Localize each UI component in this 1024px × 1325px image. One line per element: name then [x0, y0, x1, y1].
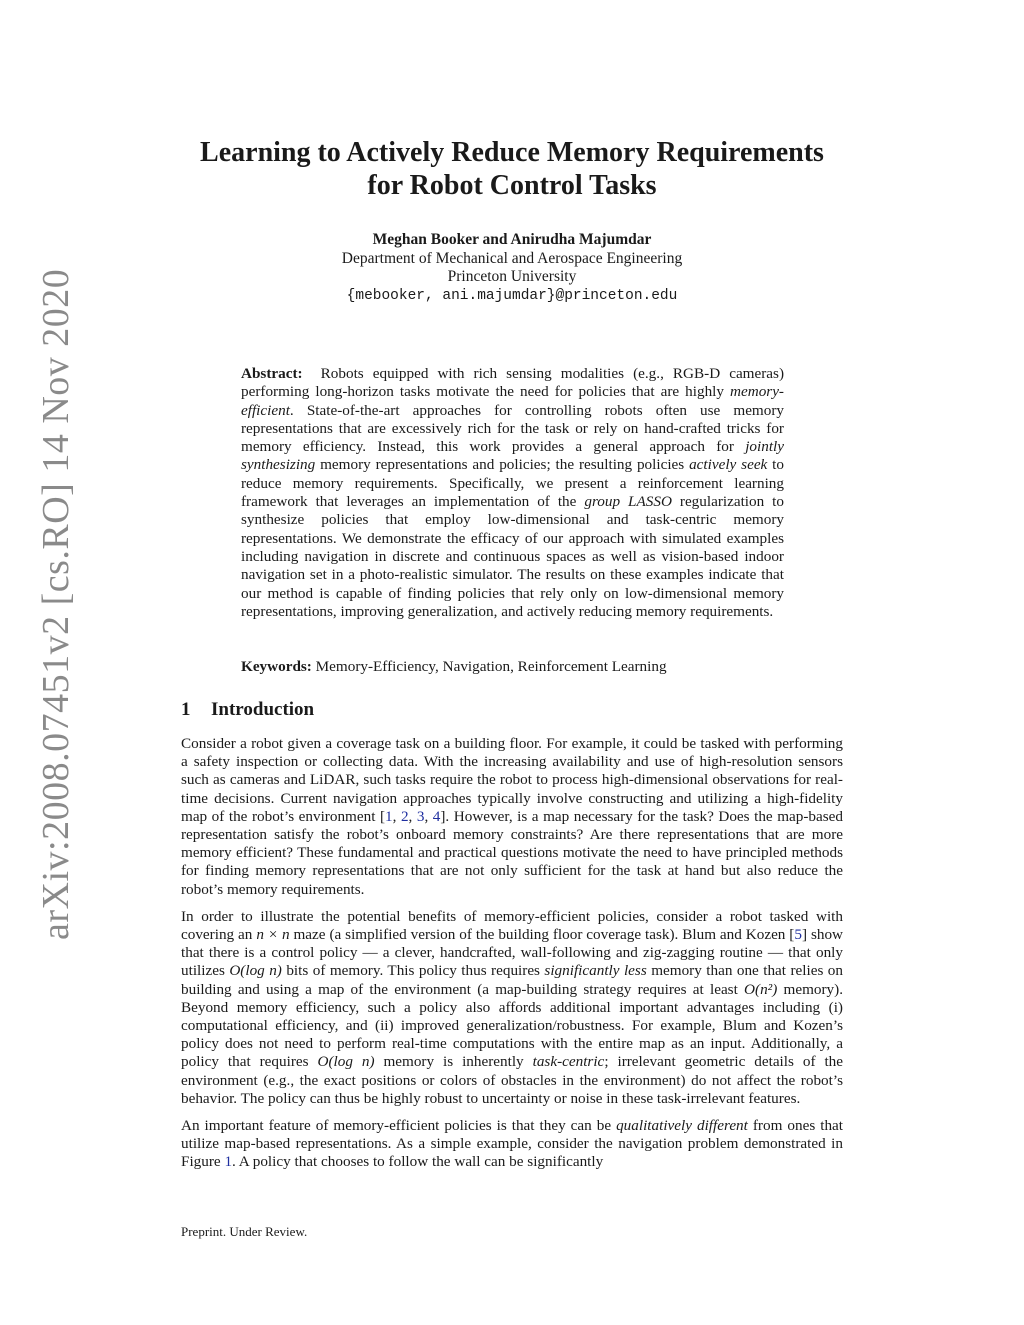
author-email: {mebooker, ani.majumdar}@princeton.edu [346, 287, 678, 304]
abstract-text: memory representations and policies; the resulting policies [315, 456, 690, 474]
citation-link[interactable]: 1 [385, 807, 393, 825]
title-line-1: Learning to Actively Reduce Memory Requirements [200, 137, 824, 168]
citation-link[interactable]: 2 [400, 807, 409, 825]
keywords [241, 658, 784, 676]
author-names: Meghan Booker and Anirudha Majumdar [372, 231, 652, 248]
abstract [241, 365, 784, 621]
emphasis: qualitatively different [616, 1117, 748, 1135]
paragraph-3 [181, 1117, 843, 1172]
abstract-emphasis: group LASSO [584, 493, 672, 511]
section-number: 1 [181, 699, 191, 720]
author-block [200, 231, 824, 305]
citation-link[interactable]: 5 [794, 926, 802, 944]
keywords-label: Keywords: [241, 658, 312, 675]
section-title: Introduction [211, 699, 315, 720]
paragraph-1: Consider a robot given a coverage task on a building floor. For example, it could be tasked with performing a safety inspection or collecting data. With the increasing availability and use of high-resolution sensors such as cameras and LiDAR, such tasks require the robot to process high-dimensional observations for real-time decisions. Current navigation approaches typically involve constructing and utilizing a high-fidelity map of the robot’s environment [1, 2, 3, 4]. However, is a map necessary for the task? Does the map-based representation satisfy the robot’s onboard memory constraints? Are there representations that are more memory efficient? These fundamental and practical questions motivate the need to have principled methods for finding memory representations that are not only sufficient for the task at hand but also reduce the robot’s memory requirements. [181, 735, 843, 898]
citation-link[interactable]: 4 [432, 807, 441, 825]
abstract-label: Abstract: [241, 365, 303, 382]
paragraph-text: ] show that there is a control policy — a clever, handcrafted, wall-following and zig-zagging routine — that only utilizes [181, 926, 844, 980]
paragraph-text: . A policy that chooses to follow the wall can be significantly [232, 1153, 604, 1171]
emphasis: task-centric [532, 1053, 605, 1071]
math-expression: O(log n) [317, 1053, 375, 1071]
paragraph-text: memory than one that relies on building and using a map of the environment (a map-building strategy requires at least [181, 962, 843, 998]
paragraph-text: maze (a simplified version of the building floor coverage task). Blum and Kozen [ [289, 926, 795, 944]
affiliation-university: Princeton University [447, 268, 577, 285]
introduction-body [181, 735, 843, 1181]
abstract-emphasis: memory-efficient [241, 383, 784, 419]
math-expression: n × n [256, 926, 290, 944]
page-footer: Preprint. Under Review. [181, 1224, 308, 1239]
paragraph-text: bits of memory. This policy thus requires [281, 962, 545, 980]
abstract-text: to reduce memory requirements. Specifically, we present a reinforcement learning framework that leverages an implementation of the [241, 456, 784, 511]
paragraph-text: Consider a robot given a coverage task on a building floor. For example, it could be tasked with performing a safety inspection or collecting data. With the increasing availability and use of high-resolution sensors such as cameras and LiDAR, such tasks require the robot to process high-dimensional observations for real-time decisions. Current navigation approaches typically involve constructing and utilizing a high-fidelity map of the robot’s environment [ [181, 735, 843, 825]
math-expression: O(log n) [229, 962, 282, 980]
abstract-emphasis: actively seek [689, 456, 768, 474]
paragraph-text: memory is inherently [374, 1053, 533, 1071]
abstract-text: regularization to synthesize policies that employ low-dimensional and task-centric memory representations. We demonstrate the efficacy of our approach with simulated examples including navigation in discrete and continuous spaces as well as vision-based indoor navigation set in a photo-realistic simulator. The results on these examples indicate that our method is capable of finding policies that rely only on low-dimensional memory representations, improving generalization, and actively reducing memory requirements. [241, 493, 784, 620]
paper-title [120, 136, 904, 202]
emphasis: significantly less [544, 962, 647, 980]
abstract-text: . State-of-the-art approaches for controlling robots often use memory representations that are excessively rich for the task or rely on hand-crafted tricks for memory efficiency. Instead, this work provides a general approach for [241, 401, 784, 456]
paragraph-text: from ones that utilize map-based representations. As a simple example, consider the navigation problem demonstrated in Figure [181, 1117, 843, 1171]
math-expression: O(n²) [744, 980, 778, 998]
title-line-2: for Robot Control Tasks [367, 170, 657, 201]
paragraph-2 [181, 908, 843, 1108]
keywords-text: Memory-Efficiency, Navigation, Reinforcement Learning [315, 658, 667, 675]
paragraph-text: ]. However, is a map necessary for the task? Does the map-based representation satisfy the robot’s onboard memory constraints? Are there representations that are more memory efficient? These fundamental and practical questions motivate the need to have principled methods for finding memory representations that are not only sufficient for the task at hand but also reduce the robot’s memory requirements. [181, 807, 843, 898]
paragraph-text: An important feature of memory-efficient policies is that they can be [181, 1117, 617, 1135]
abstract-emphasis: jointly synthesizing [241, 438, 784, 474]
abstract-text: Robots equipped with rich sensing modalities (e.g., RGB-D cameras) performing long-horizon tasks motivate the need for policies that are highly [241, 365, 785, 401]
paragraph-text: ; irrelevant geometric details of the environment (e.g., the exact positions or colors of obstacles in the environment) do not affect the robot’s behavior. The policy can thus be highly robust to uncertainty or noise in these task-irrelevant features. [181, 1053, 843, 1107]
affiliation-department: Department of Mechanical and Aerospace Engineering [341, 249, 683, 267]
arxiv-identifier: arXiv:2008.07451v2 [cs.RO] 14 Nov 2020 [35, 268, 77, 940]
paragraph-text: In order to illustrate the potential benefits of memory-efficient policies, consider a robot tasked with covering an [181, 907, 843, 944]
citation-link[interactable]: 3 [416, 807, 425, 825]
section-heading [181, 699, 314, 721]
paragraph-text: memory). Beyond memory efficiency, such a policy also affords additional important advantages including (i) computational efficiency, and (ii) improved generalization/robustness. For example, Blum and Kozen’s policy does not need to perform real-time computations with the entire map as an input. Additionally, a policy that requires [181, 980, 843, 1071]
figure-link[interactable]: 1 [224, 1153, 233, 1171]
